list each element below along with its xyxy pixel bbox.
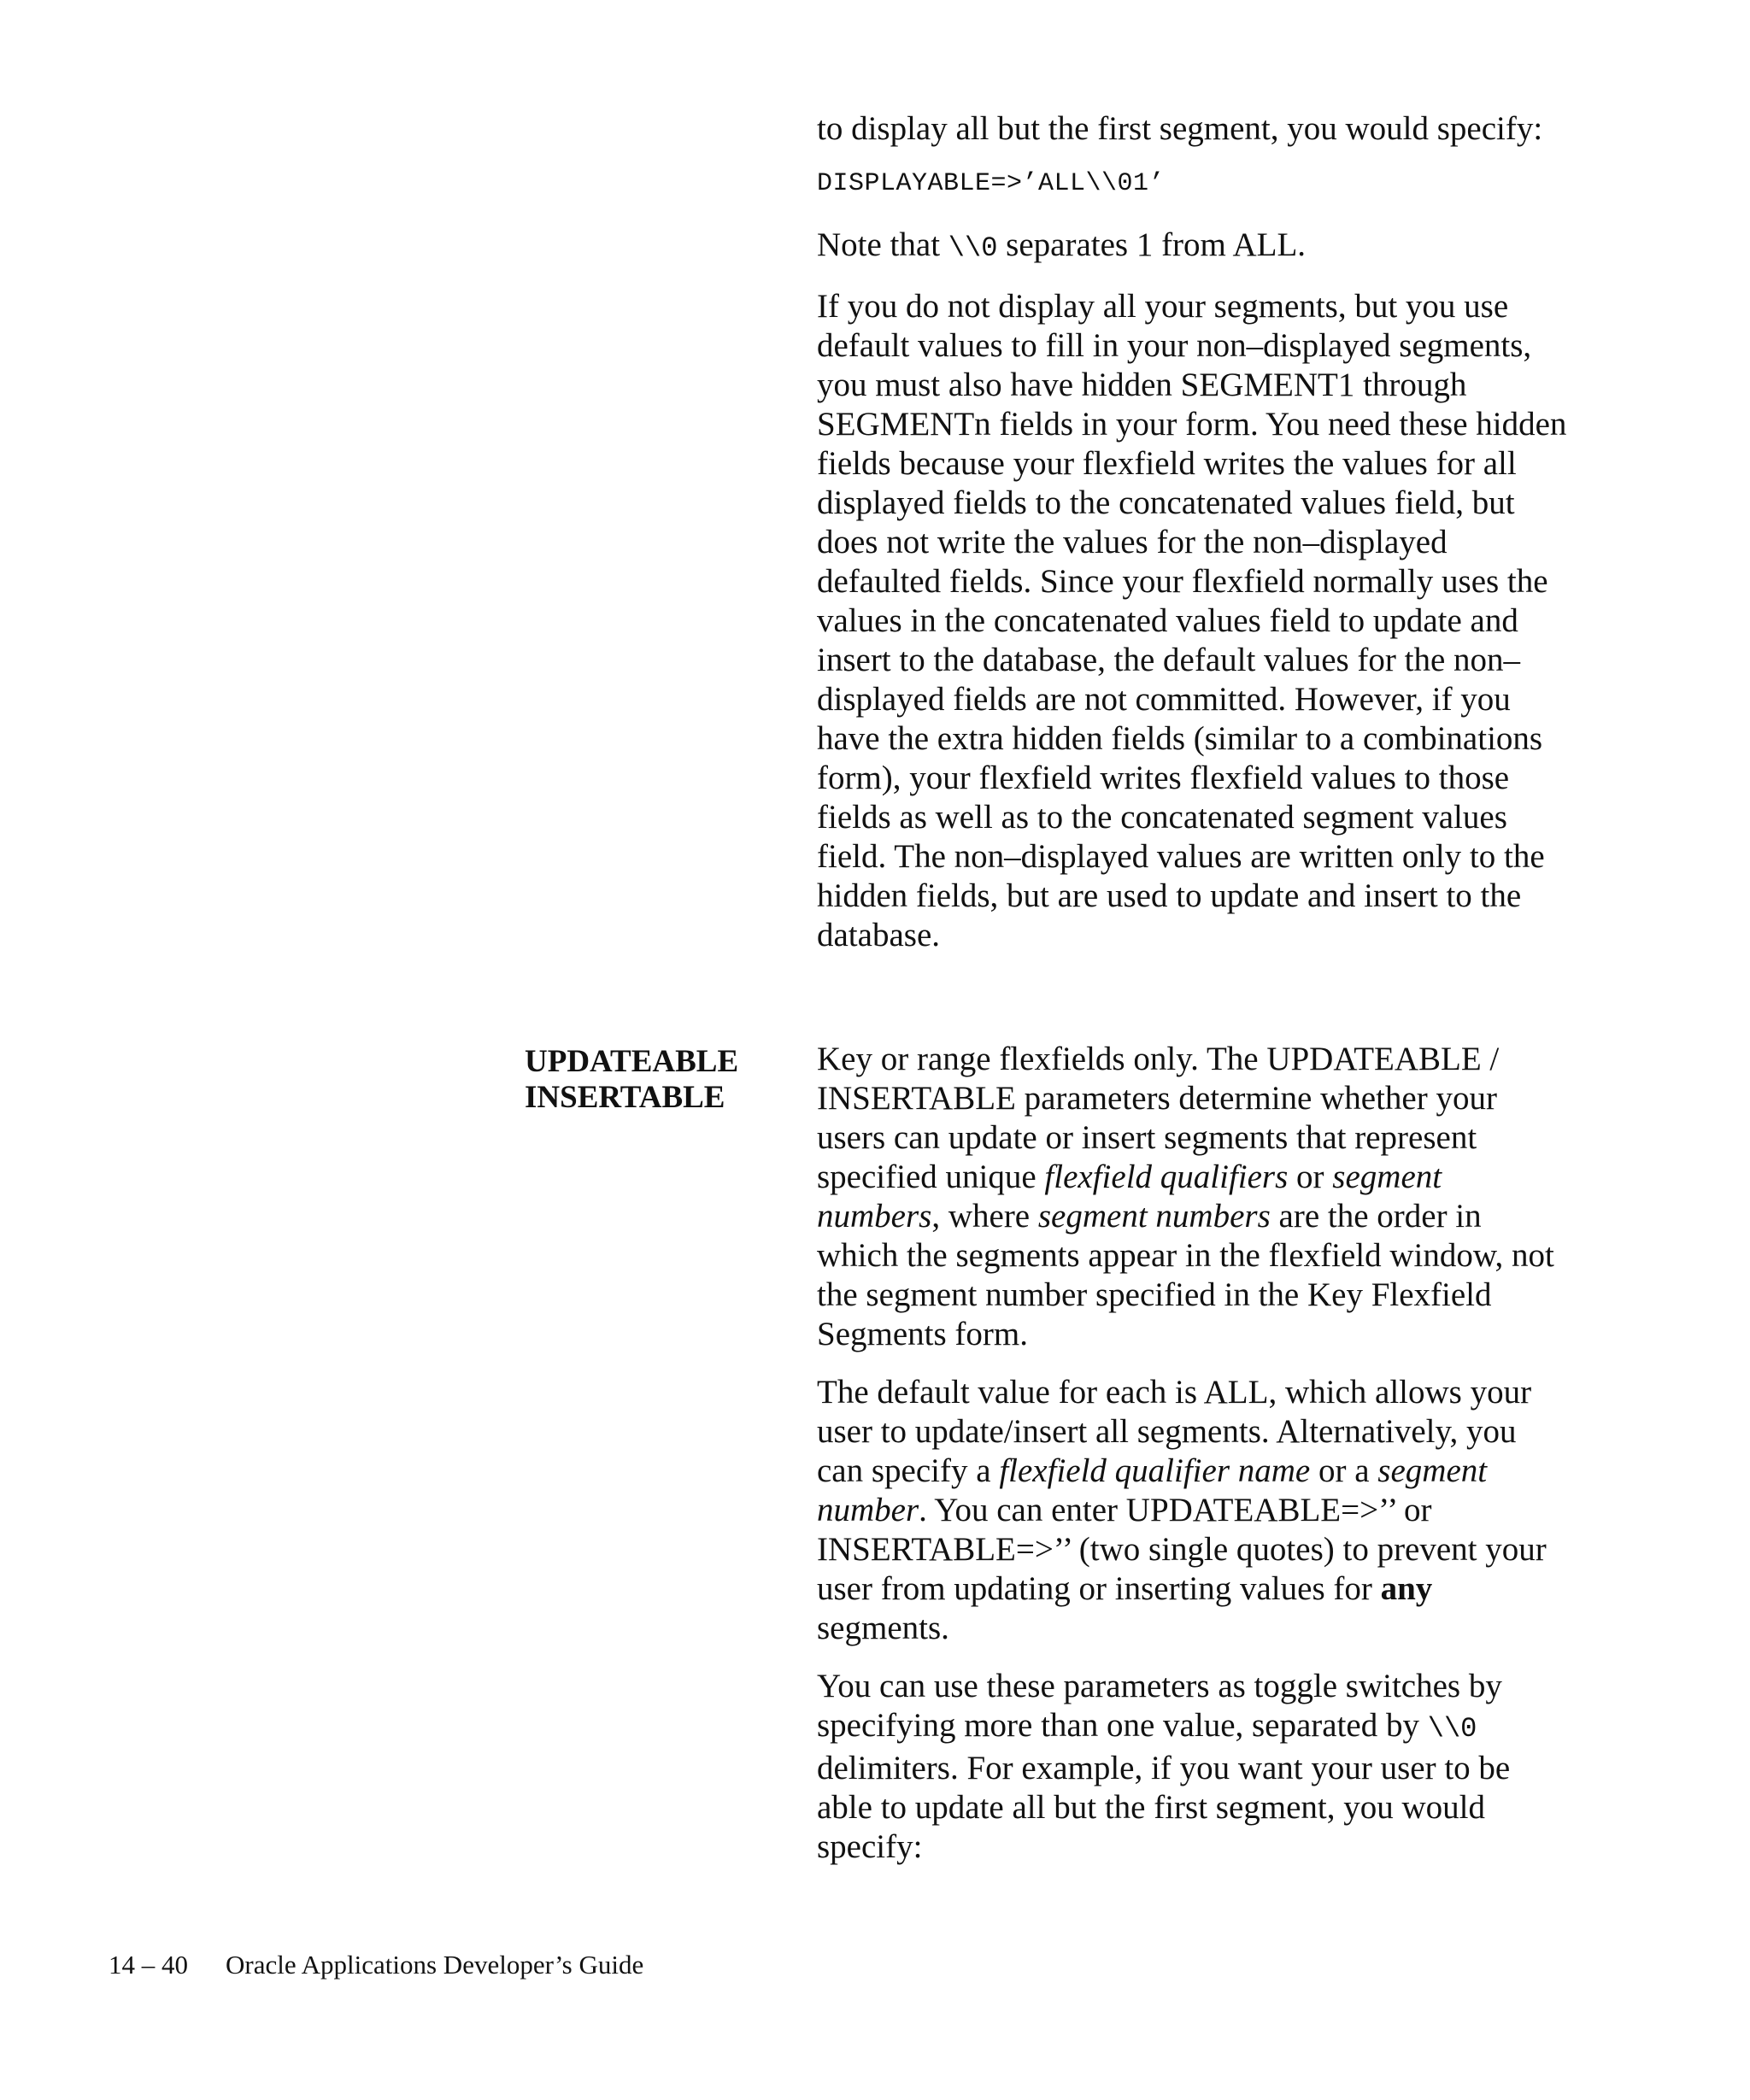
text-run: The default value for each is ALL, which allows your user to update/insert all segments. Alternatively, you can specify a xyxy=(817,1374,1532,1489)
text-run: are the order in which the segments appear in the flexfield window, not the segment number specified in the Key Flexfield Segments form. xyxy=(817,1198,1554,1352)
note-text-pre: Note that xyxy=(817,226,948,263)
paragraph-note xyxy=(817,226,1569,268)
note-delimiter-code: \\0 xyxy=(948,232,998,264)
term-label xyxy=(525,1044,798,1116)
page-number: 14 – 40 xyxy=(109,1950,188,1980)
note-text-post: separates 1 from ALL. xyxy=(997,226,1307,263)
text-run: delimiters. For example, if you want your user to be able to update all but the first segment, you would specify: xyxy=(817,1750,1511,1865)
text-run: segments. xyxy=(817,1610,949,1646)
term-updateable: UPDATEABLE xyxy=(525,1044,739,1079)
italic-run: segment number xyxy=(817,1452,1488,1528)
text-run: . You can enter UPDATEABLE=>’’ or INSERTABLE=>’’ (two single quotes) to prevent your user from updating or inserting values for xyxy=(817,1492,1547,1607)
term-insertable: INSERTABLE xyxy=(525,1080,725,1115)
text-run: Key or range flexfields only. The UPDATEABLE / INSERTABLE parameters determine whether your users can update or insert segments that represent specified unique xyxy=(817,1041,1500,1195)
body-block-updateable xyxy=(817,1040,1569,1886)
text-run: , where xyxy=(931,1198,1038,1235)
italic-run: flexfield qualifiers xyxy=(1044,1159,1289,1195)
delimiter-code: \\0 xyxy=(1427,1713,1477,1745)
paragraph-toggle-switches xyxy=(817,1667,1569,1867)
paragraph-updateable-intro xyxy=(817,1040,1569,1354)
paragraph-intro: to display all but the first segment, you would specify: xyxy=(817,110,1543,147)
paragraph-hidden-fields: If you do not display all your segments, but you use default values to fill in your non–displayed segments, you must also have hidden SEGMENT1 through SEGMENTn fields in your form. You need these hidden fields because your flexfield writes the values for all displayed fields to the concatenated values field, but does not write the values for the non–displayed defaulted fields. Since your flexfield normally uses the values in the concatenated values field to update and insert to the database, the default values for the non–displayed fields are not committed. However, if you have the extra hidden fields (similar to a combinations form), your flexfield writes flexfield values to those fields as well as to the concatenated segment values field. The non–displayed values are written only to the hidden fields, but are used to update and insert to the database. xyxy=(817,288,1567,953)
text-run: or xyxy=(1288,1159,1333,1195)
page-footer xyxy=(109,1950,643,1980)
italic-run: segment numbers xyxy=(817,1159,1442,1235)
bold-run: any xyxy=(1380,1570,1433,1607)
italic-run: segment numbers xyxy=(1037,1198,1271,1235)
body-block-displayable xyxy=(817,109,1569,974)
italic-run: flexfield qualifier name xyxy=(999,1452,1311,1489)
code-example-displayable: DISPLAYABLE=>’ALL\\01’ xyxy=(817,169,1166,198)
paragraph-default-value xyxy=(817,1373,1569,1648)
book-title: Oracle Applications Developer’s Guide xyxy=(226,1950,644,1980)
text-run: or a xyxy=(1310,1452,1378,1489)
text-run: You can use these parameters as toggle switches by specifying more than one value, separated by xyxy=(817,1668,1502,1744)
